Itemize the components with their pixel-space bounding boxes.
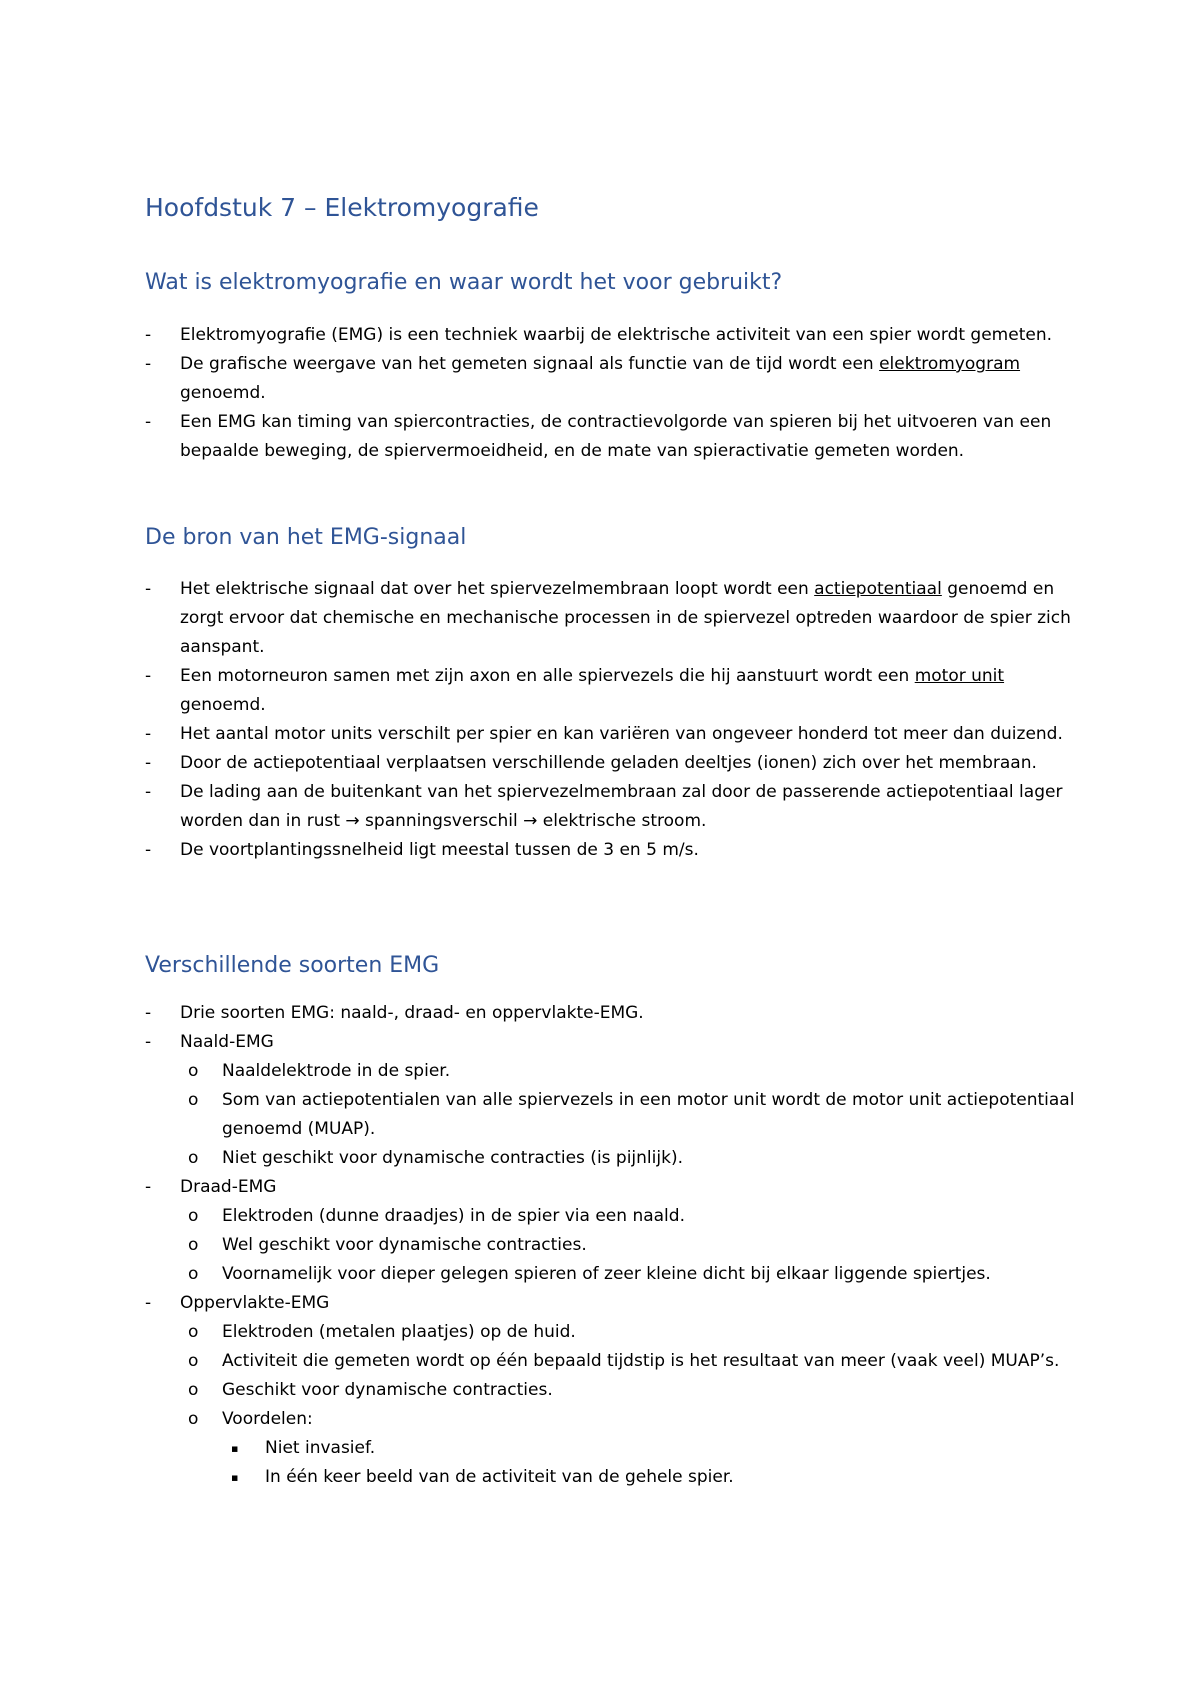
list-item: - Het aantal motor units verschilt per spier en kan variëren van ongeveer honderd tot meer dan duizend. — [145, 720, 1075, 749]
dash-bullet: - — [145, 325, 152, 345]
dash-bullet: - — [145, 724, 152, 744]
dash-bullet: - — [145, 1177, 152, 1197]
dash-bullet: - — [145, 666, 152, 686]
dash-bullet: - — [145, 840, 152, 860]
term-motor-unit: motor unit — [914, 666, 1005, 686]
dash-bullet: - — [145, 1032, 152, 1052]
sub-list-item: o Som van actiepotentialen van alle spiervezels in een motor unit wordt de motor unit actiepotentiaal genoemd (MUAP). — [145, 1086, 1075, 1144]
list-item: - Elektromyografie (EMG) is een techniek waarbij de elektrische activiteit van een spier wordt gemeten. — [145, 321, 1075, 350]
square-bullet: ▪ — [231, 1471, 239, 1484]
list-item: - Drie soorten EMG: naald-, draad- en oppervlakte-EMG. — [145, 999, 1075, 1028]
circle-bullet: o — [188, 1206, 199, 1226]
sub-sub-list-item: ▪ In één keer beeld van de activiteit van de gehele spier. — [145, 1463, 1075, 1492]
dash-bullet: - — [145, 354, 152, 374]
circle-bullet: o — [188, 1061, 199, 1081]
list-item: - Draad-EMG — [145, 1173, 1075, 1202]
sub-list-item: o Elektroden (dunne draadjes) in de spier via een naald. — [145, 1202, 1075, 1231]
section-heading-what-is-emg: Wat is elektromyografie en waar wordt het voor gebruikt? — [145, 270, 783, 295]
list-item: - De lading aan de buitenkant van het spiervezelmembraan zal door de passerende actiepotentiaal lager worden dan in rust → spanningsverschil → elektrische stroom. — [145, 778, 1075, 836]
sub-list-item: o Wel geschikt voor dynamische contracties. — [145, 1231, 1075, 1260]
list-item: - Naald-EMG — [145, 1028, 1075, 1057]
circle-bullet: o — [188, 1351, 199, 1371]
section-list-emg-types — [145, 999, 1075, 1492]
dash-bullet: - — [145, 579, 152, 599]
dash-bullet: - — [145, 412, 152, 432]
list-item: - Oppervlakte-EMG — [145, 1289, 1075, 1318]
circle-bullet: o — [188, 1090, 199, 1110]
sub-list-item: o Voornamelijk voor dieper gelegen spieren of zeer kleine dicht bij elkaar liggende spiertjes. — [145, 1260, 1075, 1289]
list-item: - Het elektrische signaal dat over het spiervezelmembraan loopt wordt een actiepotentiaal genoemd en zorgt ervoor dat chemische en mechanische processen in de spiervezel optreden waardoor de spier zich aanspant. — [145, 575, 1075, 662]
list-item: - Een motorneuron samen met zijn axon en alle spiervezels die hij aanstuurt wordt een motor unit genoemd. — [145, 662, 1075, 720]
circle-bullet: o — [188, 1409, 199, 1429]
section-list-emg-source — [145, 575, 1075, 865]
sub-list-item: o Activiteit die gemeten wordt op één bepaald tijdstip is het resultaat van meer (vaak veel) MUAP’s. — [145, 1347, 1075, 1376]
dash-bullet: - — [145, 1293, 152, 1313]
list-item: - De voortplantingssnelheid ligt meestal tussen de 3 en 5 m/s. — [145, 836, 1075, 865]
sub-list-item: o Naaldelektrode in de spier. — [145, 1057, 1075, 1086]
list-item: - Een EMG kan timing van spiercontracties, de contractievolgorde van spieren bij het uitvoeren van een bepaalde beweging, de spiervermoeidheid, en de mate van spieractivatie gemeten worden. — [145, 408, 1075, 466]
sub-list-item: o Voordelen: — [145, 1405, 1075, 1434]
list-item: - De grafische weergave van het gemeten signaal als functie van de tijd wordt een elektromyogram genoemd. — [145, 350, 1075, 408]
dash-bullet: - — [145, 782, 152, 802]
list-item: - Door de actiepotentiaal verplaatsen verschillende geladen deeltjes (ionen) zich over het membraan. — [145, 749, 1075, 778]
section-heading-emg-types: Verschillende soorten EMG — [145, 953, 440, 978]
dash-bullet: - — [145, 1003, 152, 1023]
circle-bullet: o — [188, 1264, 199, 1284]
section-heading-emg-source: De bron van het EMG-signaal — [145, 525, 467, 550]
circle-bullet: o — [188, 1380, 199, 1400]
section-list-what-is-emg — [145, 321, 1075, 466]
sub-sub-list-item: ▪ Niet invasief. — [145, 1434, 1075, 1463]
term-actiepotentiaal: actiepotentiaal — [814, 579, 942, 599]
circle-bullet: o — [188, 1148, 199, 1168]
dash-bullet: - — [145, 753, 152, 773]
square-bullet: ▪ — [231, 1442, 239, 1455]
term-elektromyogram: elektromyogram — [879, 354, 1021, 374]
circle-bullet: o — [188, 1322, 199, 1342]
sub-list-item: o Elektroden (metalen plaatjes) op de huid. — [145, 1318, 1075, 1347]
sub-list-item: o Niet geschikt voor dynamische contracties (is pijnlijk). — [145, 1144, 1075, 1173]
chapter-title: Hoofdstuk 7 – Elektromyografie — [145, 193, 539, 222]
sub-list-item: o Geschikt voor dynamische contracties. — [145, 1376, 1075, 1405]
circle-bullet: o — [188, 1235, 199, 1255]
